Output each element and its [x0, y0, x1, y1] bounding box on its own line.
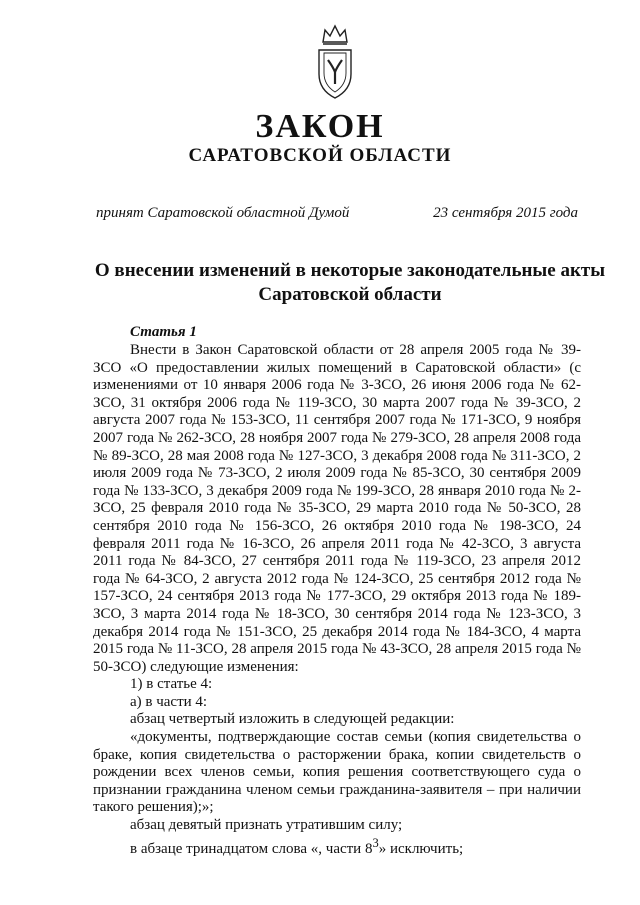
- list-item: 1) в статье 4:: [130, 676, 213, 693]
- list-item: абзац четвертый изложить в следующей редакции:: [130, 711, 455, 728]
- para13-superscript: 3: [372, 835, 379, 850]
- adopted-by: принят Саратовской областной Думой: [96, 205, 350, 221]
- para13-text: в абзаце тринадцатом слова «, части 8: [130, 840, 373, 857]
- coat-of-arms-icon: [315, 22, 355, 100]
- adoption-date: 23 сентября 2015 года: [433, 205, 578, 221]
- list-item: [93, 835, 581, 859]
- article-heading: Статья 1: [130, 324, 197, 340]
- quoted-text: «документы, подтверждающие состав семьи (копия свидетельства о браке, копия свидетельства о расторжении брака, копии свидетельств о рождении всех членов семьи, копия решения соответствующего суда о признании гражданина членом семьи гражданина-заявителя – при наличии такого решения);»;: [93, 729, 581, 816]
- list-item: а) в части 4:: [130, 693, 208, 710]
- article-intro: Внести в Закон Саратовской области от 28 апреля 2005 года № 39-ЗСО «О предоставлении жилых помещений в Саратовской области» (с изменениями от 10 января 2006 года № 3-ЗСО, 26 июня 2006 года № 62-ЗСО, 31 октября 2006 года № 119-ЗСО, 30 марта 2007 года № 39-ЗСО, 2 августа 2007 года № 153-ЗСО, 11 сентября 2007 года № 171-ЗСО, 9 ноября 2007 года № 262-ЗСО, 28 ноября 2007 года № 279-ЗСО, 28 апреля 2008 года № 89-ЗСО, 28 мая 2008 года № 127-ЗСО, 3 декабря 2008 года № 311-ЗСО, 2 июля 2009 года № 73-ЗСО, 2 июля 2009 года № 85-ЗСО, 30 сентября 2009 года № 133-ЗСО, 3 декабря 2009 года № 199-ЗСО, 28 января 2010 года № 2-ЗСО, 25 февраля 2010 года № 35-ЗСО, 29 марта 2010 года № 50-ЗСО, 28 сентября 2010 года № 156-ЗСО, 26 октября 2010 года № 198-ЗСО, 24 февраля 2011 года № 16-ЗСО, 26 апреля 2011 года № 42-ЗСО, 3 августа 2011 года № 84-ЗСО, 27 сентября 2011 года № 119-ЗСО, 23 апреля 2012 года № 64-ЗСО, 2 августа 2012 года № 124-ЗСО, 25 сентября 2012 года № 157-ЗСО, 24 сентября 2013 года № 177-ЗСО, 29 октября 2013 года № 189-ЗСО, 3 марта 2014 года № 18-ЗСО, 30 сентября 2014 года № 123-ЗСО, 3 декабря 2014 года № 151-ЗСО, 25 декабря 2014 года № 184-ЗСО, 4 марта 2015 года № 11-ЗСО, 28 апреля 2015 года № 43-ЗСО, 28 апреля 2015 года № 50-ЗСО) следующие изменения:: [93, 342, 581, 675]
- region-name: САРАТОВСКОЙ ОБЛАСТИ: [188, 145, 452, 166]
- list-item: абзац девятый признать утратившим силу;: [130, 817, 403, 834]
- document-title: О внесении изменений в некоторые законодательные акты Саратовской области: [94, 260, 606, 305]
- para13-text-end: » исключить;: [378, 840, 464, 857]
- article-body: [93, 342, 581, 858]
- law-title: ЗАКОН: [255, 108, 385, 145]
